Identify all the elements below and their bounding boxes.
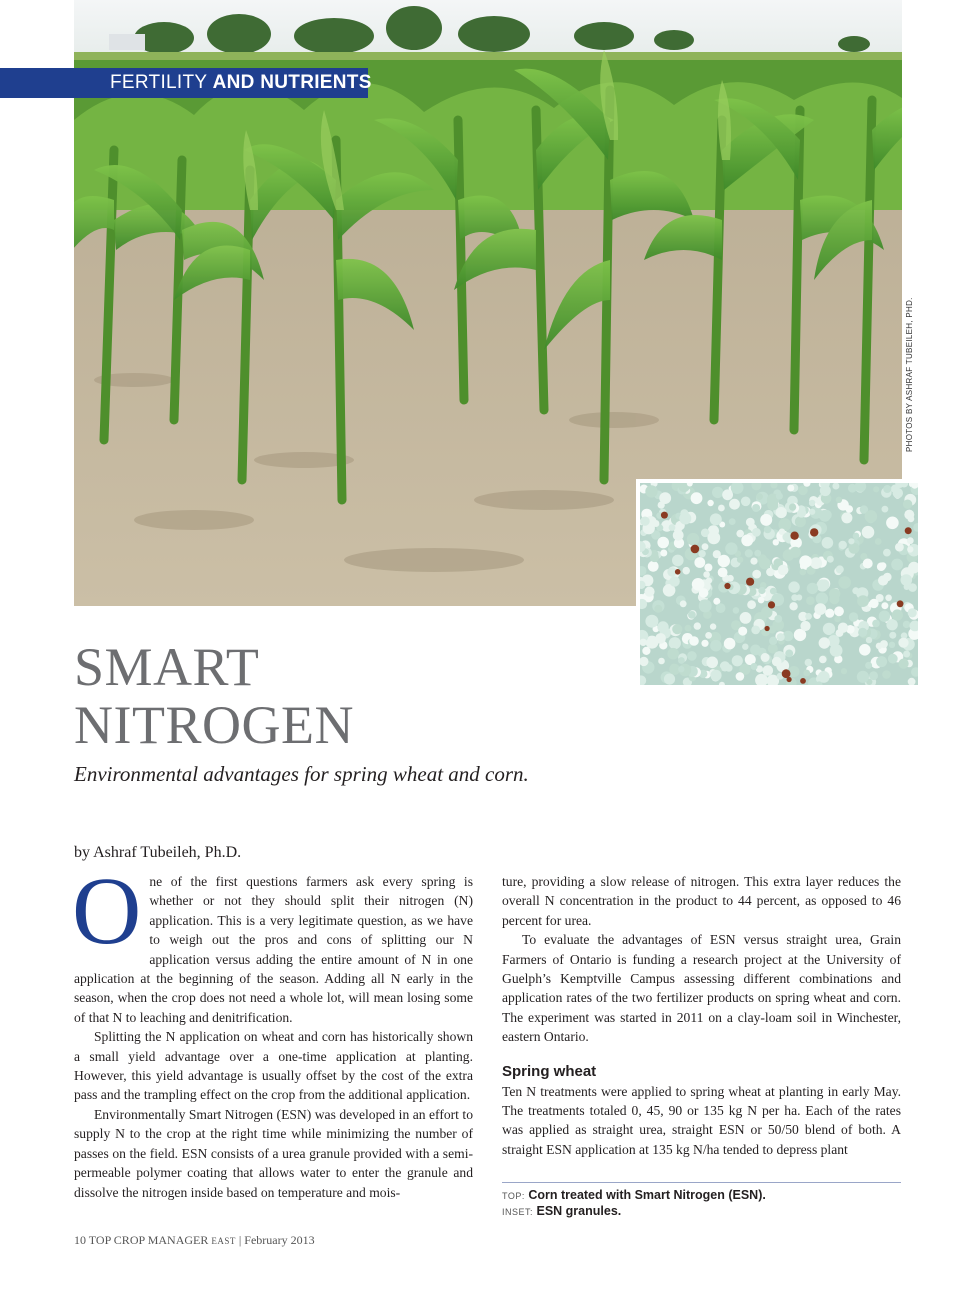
body-column-right: [502, 872, 901, 1159]
issue-date: February 2013: [244, 1233, 315, 1247]
body-paragraph: To evaluate the advantages of ESN versus straight urea, Grain Farmers of Ontario is funding a research project at the University of Guelph’s Kemptville Campus assessing different combinations and application rates of the two fertilizer products on spring wheat and corn. The experiment was started in 2011 on a clay-loam soil in Winchester, eastern Ontario.: [502, 932, 901, 1045]
caption-tag: TOP:: [502, 1191, 525, 1201]
article-byline: by Ashraf Tubeileh, Ph.D.: [74, 844, 242, 861]
section-label-bold: AND NUTRIENTS: [212, 72, 372, 93]
section-label-light: FERTILITY: [110, 72, 213, 93]
esn-granules-photo: [636, 479, 922, 689]
caption-divider: [502, 1182, 901, 1183]
body-paragraph: Ten N treatments were applied to spring wheat at planting in early May. The treatments totaled 0, 45, 90 or 135 kg N per ha. Each of the rates was applied as straight urea, straight ESN or 50/50 blend of both. A straight ESN application at 135 kg N/ha tended to depress plant: [502, 1083, 901, 1157]
caption-top: [502, 1188, 766, 1202]
magazine-edition: EAST: [211, 1236, 236, 1246]
article-title-line2: NITROGEN: [74, 695, 354, 755]
body-column-left: [72, 857, 473, 1202]
photo-credit: PHOTOS BY ASHRAF TUBEILEH, PHD.: [905, 297, 914, 452]
article-title-line1: SMART: [74, 637, 260, 697]
body-paragraph: Environmentally Smart Nitrogen (ESN) was developed in an effort to supply N to the crop at the right time while minimizing the number of passes on the field. ESN consists of a urea granule provided with a semi-permeable polymer coating that allows water to enter the granule and dissolve the nitrogen inside based on temperature and mois-: [74, 1106, 473, 1200]
body-paragraph: ture, providing a slow release of nitrogen. This extra layer reduces the overall N concentration in the product to 44 percent, as opposed to 46 percent for urea.: [502, 874, 901, 928]
page-footer: [74, 1233, 315, 1248]
caption-tag: INSET:: [502, 1207, 534, 1217]
article-title: [74, 638, 594, 754]
caption-text: ESN granules.: [536, 1204, 622, 1218]
section-subheading: Spring wheat: [502, 1062, 597, 1080]
page-number: 10: [74, 1233, 86, 1247]
caption-text: Corn treated with Smart Nitrogen (ESN).: [528, 1188, 766, 1202]
article-subtitle: Environmental advantages for spring wheat and corn.: [74, 762, 529, 786]
footer-separator: |: [238, 1233, 242, 1247]
body-paragraph: Splitting the N application on wheat and corn has historically shown a small yield advantage over a one-time application at planting. However, this yield advantage is usually offset by the cost of the extra pass and the trampling effect on the crop from the additional application.: [74, 1029, 473, 1103]
section-banner: [0, 68, 372, 98]
magazine-name: TOP CROP MANAGER: [88, 1233, 209, 1247]
drop-cap: O: [72, 857, 142, 964]
body-paragraph: One of the first questions farmers ask every spring is whether or not they should split their nitrogen (N) application. This is a very legitimate question, as we have to weigh out the pros and cons of splitting our N application versus adding the entire amount of N in one application at the beginning of the season. Adding all N early in the season, when the crop does not need a whole lot, will mean losing some of that N to leaching and denitrification.: [72, 857, 473, 1025]
caption-inset: [502, 1204, 621, 1218]
